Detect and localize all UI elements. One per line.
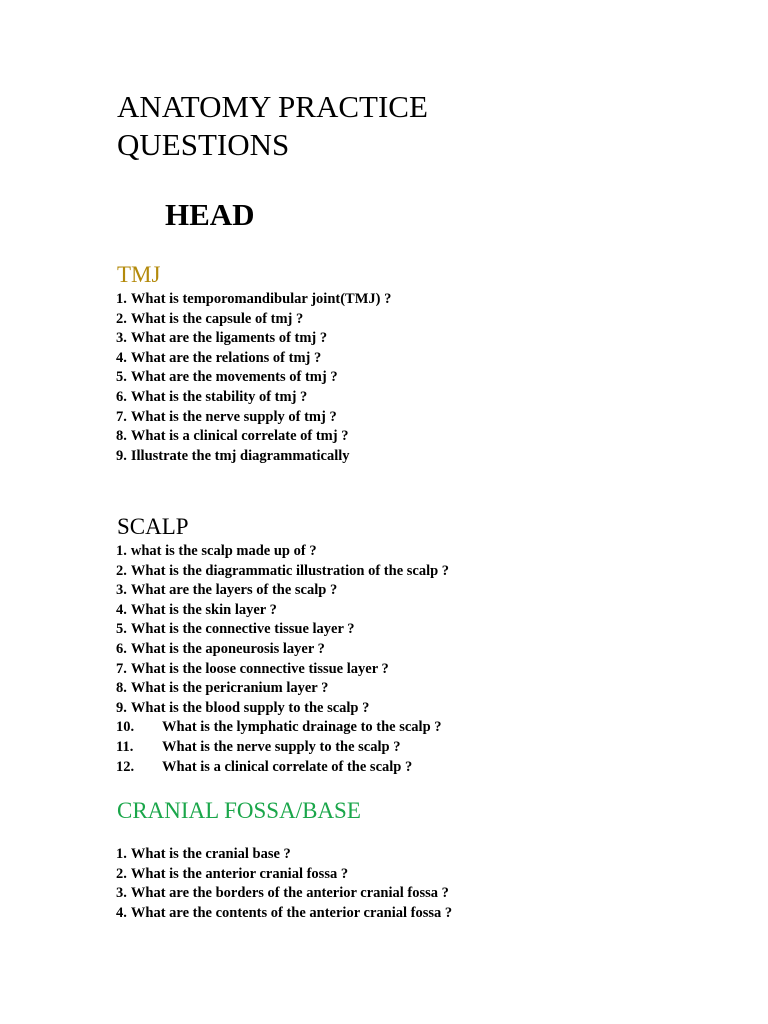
question-number: 3. [116, 885, 127, 902]
question-item [116, 601, 449, 621]
question-number: 4. [116, 349, 127, 366]
question-number: 8. [116, 680, 127, 697]
document-subtitle: HEAD [165, 197, 255, 232]
question-text: What is the skin layer ? [130, 601, 277, 618]
question-text: What is the nerve supply of tmj ? [130, 408, 337, 425]
question-text: What is the cranial base ? [130, 846, 291, 862]
question-text: What is a clinical correlate of tmj ? [130, 428, 349, 445]
question-item [116, 388, 391, 408]
question-number: 3. [116, 330, 127, 347]
question-item [116, 865, 452, 885]
question-text: What are the layers of the scalp ? [130, 582, 338, 599]
question-item [116, 679, 449, 699]
question-number: 4. [116, 601, 127, 618]
question-text: What are the relations of tmj ? [130, 349, 322, 366]
question-number: 12. [116, 758, 135, 775]
question-number: 1. [116, 291, 127, 307]
question-item [116, 884, 452, 904]
question-text: What is the capsule of tmj ? [130, 310, 304, 327]
question-item [116, 310, 391, 330]
question-item [116, 290, 391, 310]
question-item [116, 640, 449, 660]
question-text: What is temporomandibular joint(TMJ) ? [130, 291, 392, 307]
question-text: What are the contents of the anterior cranial fossa ? [130, 904, 453, 921]
question-text: Illustrate the tmj diagrammatically [130, 447, 350, 464]
question-text: What is the stability of tmj ? [130, 388, 308, 405]
section-heading-tmj: TMJ [117, 262, 161, 287]
question-text: What is the anterior cranial fossa ? [130, 865, 349, 882]
question-item [116, 904, 452, 924]
question-number: 7. [116, 408, 127, 425]
question-item [116, 562, 449, 582]
question-item [116, 581, 449, 601]
question-number: 11. [116, 738, 134, 755]
question-text: What is a clinical correlate of the scalp ? [162, 758, 413, 775]
document-title: ANATOMY PRACTICE QUESTIONS [117, 89, 428, 162]
question-item [116, 758, 449, 778]
question-item [116, 447, 391, 467]
section-heading-scalp: SCALP [117, 514, 189, 539]
question-list-cranial-fossa [116, 845, 452, 923]
question-number: 1. [116, 543, 127, 559]
question-number: 5. [116, 621, 127, 638]
question-number: 2. [116, 865, 127, 882]
section-heading-cranial-fossa: CRANIAL FOSSA/BASE [117, 798, 361, 823]
question-number: 3. [116, 582, 127, 599]
question-list-tmj [116, 290, 391, 466]
question-text: What is the diagrammatic illustration of the scalp ? [130, 562, 450, 579]
question-item [116, 718, 449, 738]
question-text: What is the blood supply to the scalp ? [130, 699, 370, 716]
question-number: 6. [116, 388, 127, 405]
question-item [116, 329, 391, 349]
question-number: 5. [116, 369, 127, 386]
question-list-scalp [116, 542, 449, 777]
question-item [116, 620, 449, 640]
question-text: What are the ligaments of tmj ? [130, 330, 328, 347]
question-text: What is the nerve supply to the scalp ? [162, 738, 401, 755]
question-text: What is the connective tissue layer ? [130, 621, 355, 638]
question-item [116, 349, 391, 369]
question-number: 10. [116, 719, 135, 736]
question-number: 2. [116, 562, 127, 579]
question-text: what is the scalp made up of ? [130, 543, 317, 559]
question-item [116, 845, 452, 865]
question-item [116, 542, 449, 562]
question-text: What is the pericranium layer ? [130, 680, 329, 697]
question-number: 4. [116, 904, 127, 921]
question-text: What are the movements of tmj ? [130, 369, 338, 386]
question-number: 9. [116, 447, 127, 464]
question-number: 9. [116, 699, 127, 716]
question-number: 8. [116, 428, 127, 445]
question-item [116, 660, 449, 680]
question-text: What is the loose connective tissue layer ? [130, 660, 389, 677]
question-item [116, 427, 391, 447]
question-number: 2. [116, 310, 127, 327]
question-text: What are the borders of the anterior cranial fossa ? [130, 885, 449, 902]
question-number: 6. [116, 640, 127, 657]
question-item [116, 368, 391, 388]
question-text: What is the aponeurosis layer ? [130, 640, 325, 657]
question-item [116, 738, 449, 758]
question-item [116, 699, 449, 719]
question-number: 1. [116, 846, 127, 862]
question-text: What is the lymphatic drainage to the scalp ? [162, 719, 442, 736]
question-number: 7. [116, 660, 127, 677]
question-item [116, 408, 391, 428]
